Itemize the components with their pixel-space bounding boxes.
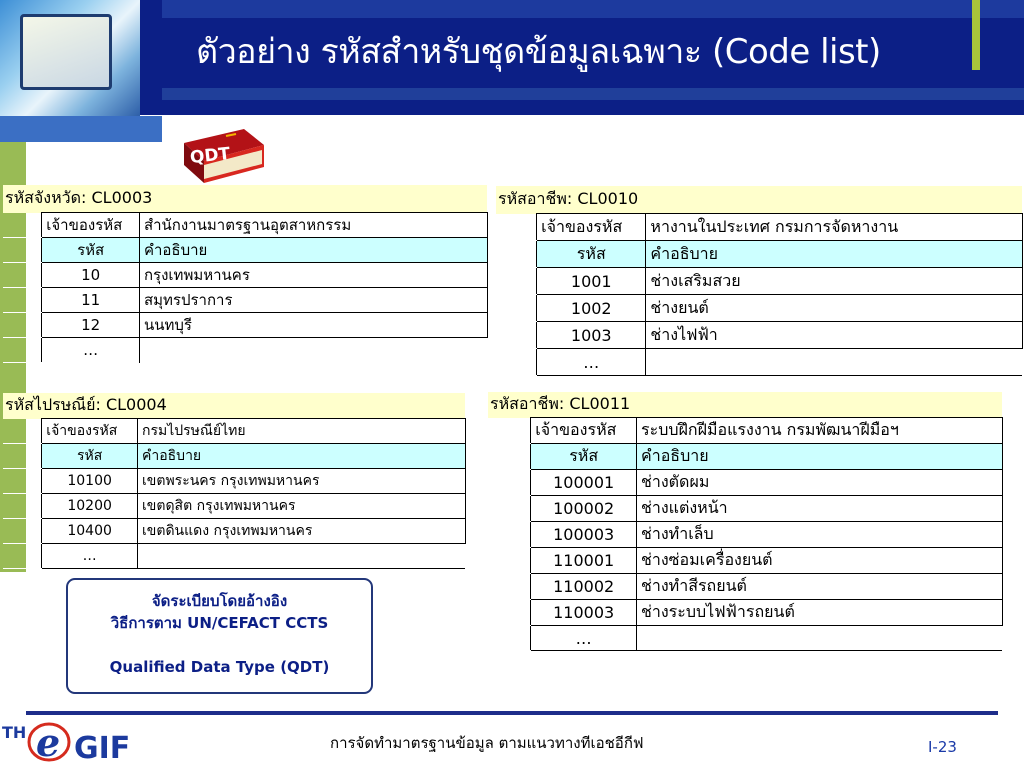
page-number: I-23 (928, 738, 957, 756)
code-column-header: รหัส (537, 241, 646, 268)
code-cell: 10 (42, 263, 140, 288)
code-table-cl0003 (3, 185, 488, 363)
owner-value: กรมไปรษณีย์ไทย (138, 419, 466, 444)
code-column-header: รหัส (531, 444, 637, 470)
note-line: Qualified Data Type (QDT) (109, 658, 330, 676)
code-cell: … (42, 338, 140, 363)
code-column-header: รหัส (42, 444, 138, 469)
description-cell: ช่างไฟฟ้า (646, 322, 1022, 349)
description-cell: ช่างแต่งหน้า (637, 496, 1003, 522)
table-row (488, 600, 1002, 626)
description-cell: สมุทรปราการ (139, 288, 487, 313)
description-cell (637, 626, 1003, 651)
svg-text:TH: TH (2, 723, 27, 742)
thegif-logo (2, 716, 132, 766)
owner-value: ระบบฝึกฝีมือแรงงาน กรมพัฒนาฝีมือฯ (637, 418, 1003, 444)
footer-divider (26, 711, 998, 715)
code-cell: 100002 (531, 496, 637, 522)
code-cell: 1002 (537, 295, 646, 322)
owner-label: เจ้าของรหัส (531, 418, 637, 444)
table-row (3, 263, 487, 288)
slide-title: ตัวอย่าง รหัสสำหรับชุดข้อมูลเฉพาะ (Code list) (196, 32, 881, 72)
table-caption: รหัสไปรษณีย์: CL0004 (3, 393, 465, 419)
description-cell: ช่างยนต์ (646, 295, 1022, 322)
description-cell: เขตพระนคร กรุงเทพมหานคร (138, 469, 466, 494)
table-row (3, 544, 465, 569)
qdt-badge-label: QDT (189, 143, 232, 169)
owner-label: เจ้าของรหัส (537, 214, 646, 241)
owner-value: สำนักงานมาตรฐานอุตสาหกรรม (139, 213, 487, 238)
owner-label: เจ้าของรหัส (42, 213, 140, 238)
table-caption: รหัสอาชีพ: CL0010 (496, 186, 1022, 214)
table-row (488, 548, 1002, 574)
table-row (3, 519, 465, 544)
table-row (3, 313, 487, 338)
owner-label: เจ้าของรหัส (42, 419, 138, 444)
header-photo (0, 0, 140, 116)
table-row (496, 349, 1022, 376)
code-cell: … (537, 349, 646, 376)
code-cell: … (42, 544, 138, 569)
description-cell: ช่างซ่อมเครื่องยนต์ (637, 548, 1003, 574)
description-cell: เขตดุสิต กรุงเทพมหานคร (138, 494, 466, 519)
description-column-header: คำอธิบาย (646, 241, 1022, 268)
svg-text:e: e (36, 720, 61, 765)
description-cell: เขตดินแดง กรุงเทพมหานคร (138, 519, 466, 544)
description-cell: ช่างเสริมสวย (646, 268, 1022, 295)
table-row (496, 322, 1022, 349)
table-row (488, 522, 1002, 548)
description-cell: กรุงเทพมหานคร (139, 263, 487, 288)
table-row (3, 469, 465, 494)
table-row (488, 496, 1002, 522)
header-accent-bar (972, 0, 980, 70)
table-caption: รหัสอาชีพ: CL0011 (488, 392, 1002, 418)
description-cell (138, 544, 466, 569)
description-cell: ช่างทำเล็บ (637, 522, 1003, 548)
footer-caption: การจัดทำมาตรฐานข้อมูล ตามแนวทางทีเอชอีกีฟ (330, 734, 644, 752)
description-cell (646, 349, 1022, 376)
description-cell (139, 338, 487, 363)
code-cell: 110003 (531, 600, 637, 626)
code-table-cl0004 (3, 393, 466, 569)
code-cell: 110002 (531, 574, 637, 600)
table-row (488, 470, 1002, 496)
table-row (3, 494, 465, 519)
code-cell: … (531, 626, 637, 651)
monitor-image (20, 14, 112, 90)
description-cell: ช่างตัดผม (637, 470, 1003, 496)
table-row (496, 295, 1022, 322)
header-photo-strip (0, 116, 162, 142)
table-caption: รหัสจังหวัด: CL0003 (3, 185, 487, 213)
code-table-cl0011 (488, 392, 1003, 651)
svg-text:GIF: GIF (74, 731, 131, 766)
code-cell: 100001 (531, 470, 637, 496)
description-cell: นนทบุรี (139, 313, 487, 338)
code-cell: 12 (42, 313, 140, 338)
code-cell: 10200 (42, 494, 138, 519)
code-cell: 11 (42, 288, 140, 313)
code-column-header: รหัส (42, 238, 140, 263)
description-column-header: คำอธิบาย (139, 238, 487, 263)
code-cell: 1003 (537, 322, 646, 349)
description-cell: ช่างทำสีรถยนต์ (637, 574, 1003, 600)
code-table-cl0010 (496, 186, 1023, 376)
code-cell: 10400 (42, 519, 138, 544)
code-cell: 100003 (531, 522, 637, 548)
note-line: จัดระเบียบโดยอ้างอิง (151, 592, 288, 610)
table-row (488, 626, 1002, 651)
header-stripe-top (162, 0, 1024, 18)
description-cell: ช่างระบบไฟฟ้ารถยนต์ (637, 600, 1003, 626)
table-row (488, 574, 1002, 600)
code-cell: 1001 (537, 268, 646, 295)
note-line: วิธีการตาม UN/CEFACT CCTS (110, 614, 329, 632)
owner-value: หางานในประเทศ กรมการจัดหางาน (646, 214, 1022, 241)
table-row (496, 268, 1022, 295)
description-column-header: คำอธิบาย (138, 444, 466, 469)
code-cell: 10100 (42, 469, 138, 494)
header-stripe-bottom (162, 88, 1024, 100)
table-row (3, 338, 487, 363)
code-cell: 110001 (531, 548, 637, 574)
table-row (3, 288, 487, 313)
ccts-note-box (66, 578, 373, 694)
description-column-header: คำอธิบาย (637, 444, 1003, 470)
